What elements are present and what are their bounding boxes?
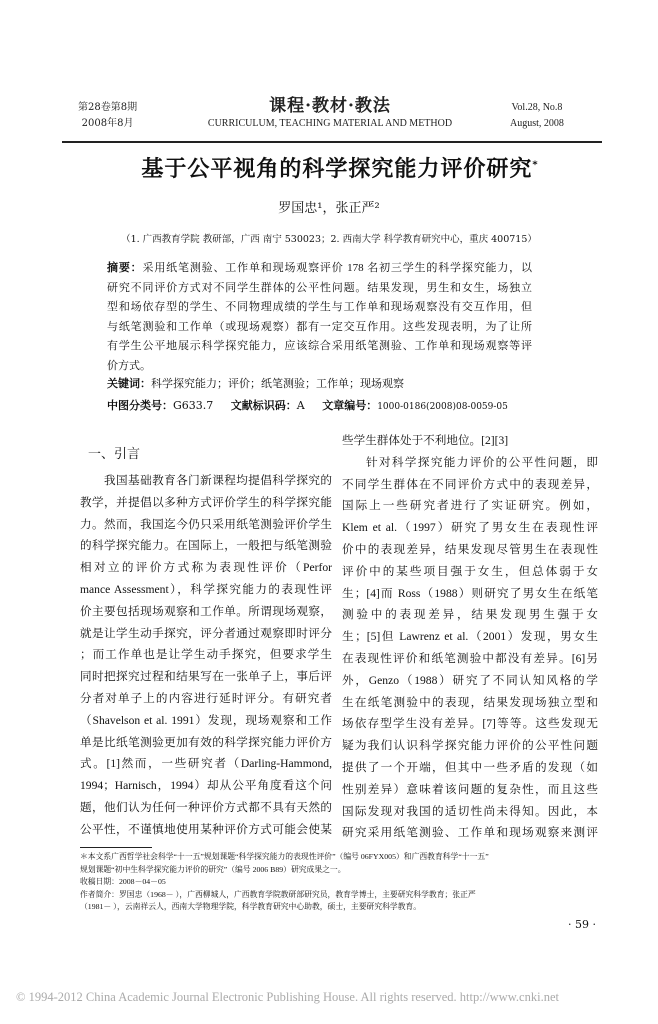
text-line: 我国基础教育各门新课程均提倡科学探究的	[104, 474, 332, 487]
text-line: 外，Genzo（1988）研究了不同认知风格的学	[342, 673, 598, 687]
text-line: 力。然而，我国迄今仍只采用纸笔测验评价学生	[80, 517, 332, 531]
date-en: August, 2008	[510, 118, 564, 129]
title-text: 基于公平视角的科学探究能力评价研究	[141, 157, 533, 182]
abstract-line: 有学生公平地展示科学探究能力，应该综合采用纸笔测验、工作单和现场观察等评	[107, 340, 532, 353]
keywords-text: 科学探究能力；评价；纸笔测验；工作单；现场观察	[151, 377, 404, 390]
text-line: 性别差异）意味着该问题的复杂性，而且这些	[342, 782, 598, 796]
clc-value: G633.7	[173, 399, 214, 412]
clc-label: 中图分类号：	[107, 399, 173, 412]
abstract-label: 摘要：	[107, 261, 143, 274]
text-line: 研究采用纸笔测验、工作单和现场观察来测评	[342, 826, 598, 840]
text-line: 不同学生群体在不同评价方式中的表现差异，	[342, 477, 598, 491]
text-line: （1981－ ），云南祥云人，西南大学物理学院，科学教育研究中心助教，硕士，主要研究科学教育。	[80, 902, 422, 911]
text-line: mance Assessment），科学探究能力的表现性评	[80, 582, 332, 596]
article-no-label: 文章编号：	[322, 399, 378, 412]
volume-en: Vol.28, No.8	[511, 102, 563, 113]
footnote-rule	[80, 847, 152, 848]
doc-code-value: A	[296, 399, 305, 412]
text-line: （Shavelson et al. 1991）发现，现场观察和工作	[80, 713, 332, 727]
text-line: 相对立的评价方式称为表现性评价（Perfor	[80, 561, 332, 575]
page-number: · 59 ·	[568, 918, 596, 931]
text-line: 价中的表现差异，结果发现尽管男生在表现性	[342, 542, 598, 556]
text-line: 场依存型学生没有差异。[7]等等。这些发现无	[342, 717, 598, 731]
doc-code-label: 文献标识码：	[230, 399, 297, 412]
text-line: Klem et al.（1997）研究了男女生在表现性评	[342, 521, 598, 535]
text-line: 教学，并提倡以多种方式评价学生的科学探究能	[80, 495, 332, 509]
text-line: 价主要包括现场观察和工作单。所谓现场观察，	[80, 604, 332, 618]
header-rule	[62, 141, 602, 143]
volume-cn: 第28卷第8期	[78, 102, 138, 113]
text-line: 同时把探究过程和结果写在一张单子上，事后评	[80, 670, 332, 684]
date-cn: 2008年8月	[81, 118, 134, 129]
abstract-line: 研究不同评价方式对不同学生群体的公平性问题。结果发现，男生和女生，场独立	[107, 281, 532, 294]
text-line: 国际上一些研究者进行了实证研究。例如，	[342, 499, 598, 513]
body-column-right	[342, 430, 598, 844]
text-line: 1994；Harnisch，1994）却从公平角度看这个问	[80, 779, 332, 793]
article-no-value: 1000-0186(2008)08-0059-05	[377, 402, 508, 412]
copyright-notice: © 1994-2012 China Academic Journal Electronic Publishing House. All rights reserved. http://www.cnki.net	[16, 990, 559, 1004]
classification	[107, 397, 508, 413]
text-line: 针对科学探究能力评价的公平性问题，即	[366, 455, 598, 469]
abstract	[107, 258, 532, 377]
text-line: 疑为我们认识科学探究能力评价的公平性问题	[342, 739, 598, 753]
keywords	[107, 375, 404, 391]
text-line: 式。[1]然而，一些研究者（Darling-Hammond,	[80, 757, 332, 771]
text-line: 生；[5]但 Lawrenz et al.（2001）发现，男女生	[342, 630, 598, 644]
text-line: 生在纸笔测验中的表现，结果发现场独立型和	[342, 695, 598, 709]
section-heading: 一、引言	[88, 447, 141, 462]
issue-info-en	[510, 100, 564, 132]
text-line: 生；[4]而 Ross（1988）则研究了男女生在纸笔	[342, 586, 598, 600]
text-line: 公平性，不谨慎地使用某种评价方式可能会使某	[80, 822, 332, 836]
issue-info-cn	[78, 100, 137, 132]
text-line: 国际发现对我国的适切性尚未得知。因此，本	[342, 804, 598, 818]
body-column-left	[80, 470, 332, 841]
journal-name-en: CURRICULUM, TEACHING MATERIAL AND METHOD	[207, 118, 453, 129]
title-footnote-mark: *	[532, 159, 539, 171]
journal-name	[200, 96, 460, 132]
authors: 罗国忠¹，张正严²	[278, 201, 380, 216]
abstract-text: 采用纸笔测验、工作单和现场观察评价 178 名初三学生的科学探究能力，以	[142, 262, 533, 274]
journal-name-cn: 课程·教材·教法	[269, 96, 391, 116]
text-line: ＊本文系广西哲学社会科学“十一五”规划课题“科学探究能力的表现性评价”（编号 06FYX005）和广西教育科学“十一五”	[80, 852, 489, 861]
affiliation: （1. 广西教育学院 教研部，广西 南宁 530023；2. 西南大学 科学教育研究中心，重庆 400715）	[121, 234, 537, 245]
text-line: 作者简介：罗国忠（1968－ ），广西柳城人，广西教育学院教研部研究员，教育学博士，主要研究科学教育；张正严	[80, 889, 476, 899]
text-line: 题，他们认为任何一种评价方式都不具有天然的	[80, 800, 332, 814]
abstract-line	[107, 258, 532, 279]
paper-title	[70, 152, 610, 183]
text-line: 些学生群体处于不利地位。[2][3]	[342, 434, 509, 447]
text-line: 评价中的某些项目强于女生，但总体弱于女	[342, 564, 598, 578]
abstract-line: 价方式。	[107, 359, 151, 372]
text-line: 在表现性评价和纸笔测验中都没有差异。[6]另	[342, 651, 598, 665]
text-line: 就是让学生动手探究，评分者通过观察即时评分	[80, 626, 332, 640]
text-line: 测验中的表现差异，结果发现男生强于女	[342, 608, 598, 622]
text-line: 单是比纸笔测验更加有效的科学探究能力评价方	[80, 735, 332, 749]
abstract-line: 型和场依存型的学生、不同物理成绩的学生与工作单和现场观察没有交互作用，但	[107, 301, 532, 314]
text-line: 提供了一个开端，但其中一些矛盾的发现（如	[342, 760, 598, 774]
text-line: ；而工作单也是让学生动手探究，但要求学生	[80, 648, 332, 662]
text-line: 规划课题“初中生科学探究能力评价的研究”（编号 2006 B89）研究成果之一。	[80, 864, 346, 874]
abstract-line: 与纸笔测验和工作单（或现场观察）都有一定交互作用。这些发现表明，为了让所	[107, 320, 532, 333]
keywords-label: 关键词：	[107, 377, 151, 390]
text-line: 收稿日期：2008－04－05	[80, 877, 166, 886]
footnotes	[80, 851, 600, 914]
text-line: 的科学探究能力。在国际上，一般把与纸笔测验	[80, 539, 332, 553]
text-line: 分者对单子上的内容进行延时评分。有研究者	[80, 691, 332, 705]
